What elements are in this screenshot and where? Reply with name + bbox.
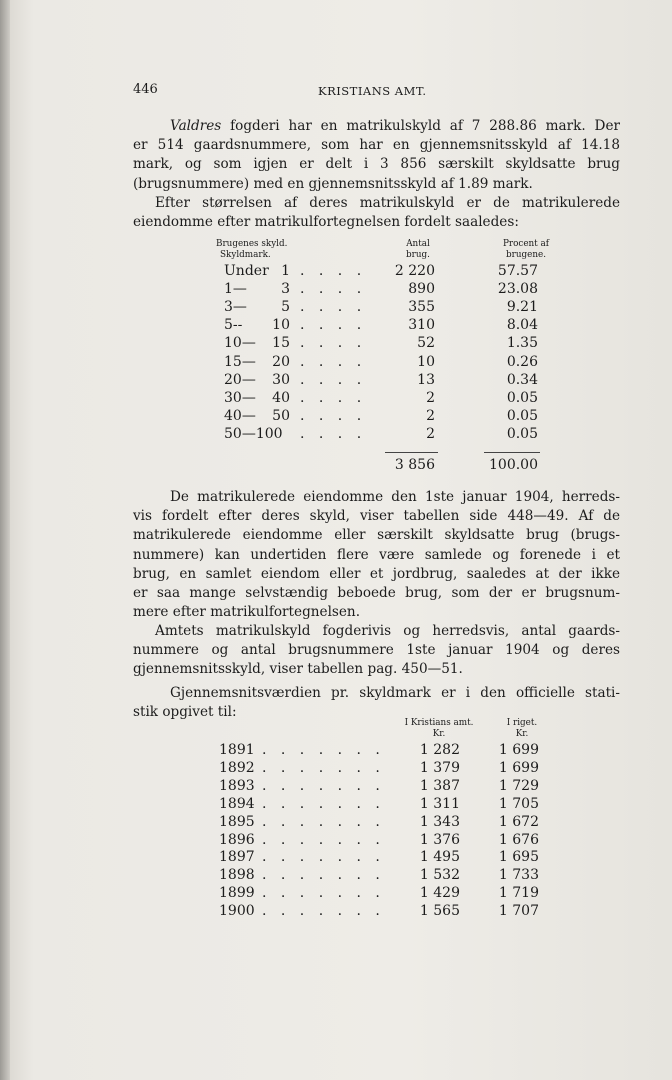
paragraph-line: stik opgivet til: xyxy=(133,704,237,721)
value-amt: 1 379 xyxy=(419,759,460,776)
paragraph-line: gjennemsnitsskyld, viser tabellen pag. 450—51. xyxy=(133,661,463,678)
paragraph-line: Valdres fogderi har en matrikulskyld af 7 288.86 mark. Der xyxy=(170,118,620,134)
skyld-range: 30— 40 xyxy=(224,389,290,406)
year: 1900 xyxy=(219,903,255,920)
leader-dots: . . . . xyxy=(300,281,367,298)
leader-dots: . . . . . . . xyxy=(262,831,385,848)
table1-total-count: 3 856 xyxy=(394,457,435,473)
brug-percent: 0.05 xyxy=(506,407,538,424)
leader-dots: . . . . xyxy=(300,299,367,316)
value-riget: 1 699 xyxy=(498,742,539,758)
year: 1896 xyxy=(219,831,255,848)
value-riget: 1 672 xyxy=(498,813,539,830)
table1-header-col3: Procent af brugene. xyxy=(502,239,550,260)
leader-dots: . . . . . . . xyxy=(262,885,385,902)
value-amt: 1 343 xyxy=(419,813,460,830)
value-riget: 1 719 xyxy=(498,885,539,902)
paragraph-matrikul xyxy=(133,488,620,622)
leader-dots: . . . . . . . xyxy=(262,759,385,776)
brug-percent: 0.26 xyxy=(506,353,538,370)
paragraph-line: De matrikulerede eiendomme den 1ste januar 1904, herreds- xyxy=(170,489,620,505)
paragraph-line: nummere) kan undertiden flere være samlede og forenede i et xyxy=(133,546,620,563)
leader-dots: . . . . xyxy=(300,371,367,388)
paragraph-gjennemsnit xyxy=(133,684,620,722)
skyld-range: 10— 15 xyxy=(224,335,290,352)
value-amt: 1 532 xyxy=(419,867,460,884)
skyld-range: 20— 30 xyxy=(224,371,290,388)
leader-dots: . . . . . . . xyxy=(262,849,385,866)
skyld-range: 15— 20 xyxy=(224,353,290,370)
paragraph-line: mere efter matrikulfortegnelsen. xyxy=(133,604,361,621)
value-amt: 1 282 xyxy=(419,742,460,758)
brug-count: 10 xyxy=(417,353,435,370)
value-amt: 1 429 xyxy=(419,885,460,902)
leader-dots: . . . . . . . xyxy=(262,795,385,812)
paragraph-line: Amtets matrikulskyld fogderivis og herredsvis, antal gaards- xyxy=(155,623,620,639)
leader-dots: . . . . xyxy=(300,263,367,279)
brug-count: 52 xyxy=(417,335,435,352)
italic-lead: Valdres xyxy=(170,118,222,134)
paragraph-line: Efter størrelsen af deres matrikulskyld er de matrikulerede xyxy=(155,194,620,211)
sum-rule xyxy=(484,452,540,453)
brug-percent: 57.57 xyxy=(497,263,538,279)
table2-header-riget: I riget. Kr. xyxy=(506,718,538,739)
leader-dots: . . . . xyxy=(300,425,367,442)
brug-count: 2 220 xyxy=(394,263,435,279)
year: 1899 xyxy=(219,885,255,902)
leader-dots: . . . . . . . xyxy=(262,777,385,794)
leader-dots: . . . . xyxy=(300,389,367,406)
value-riget: 1 733 xyxy=(498,867,539,884)
leader-dots: . . . . . . . xyxy=(262,903,385,920)
brug-count: 355 xyxy=(408,299,435,316)
skyld-range: 1— 3 xyxy=(224,281,290,298)
brug-percent: 0.05 xyxy=(506,389,538,406)
brug-count: 2 xyxy=(426,389,435,406)
brug-percent: 0.34 xyxy=(506,371,538,388)
value-riget: 1 695 xyxy=(498,849,539,866)
leader-dots: . . . . . . . xyxy=(262,867,385,884)
leader-dots: . . . . xyxy=(300,407,367,424)
paragraph-intro xyxy=(133,117,620,232)
leader-dots: . . . . xyxy=(300,353,367,370)
skyld-range: 3— 5 xyxy=(224,299,290,316)
brug-count: 13 xyxy=(417,371,435,388)
year: 1893 xyxy=(219,777,255,794)
year: 1894 xyxy=(219,795,255,812)
paragraph-line: nummere og antal brugsnummere 1ste januar 1904 og deres xyxy=(133,642,620,659)
paragraph-line: mark, og som igjen er delt i 3 856 særskilt skyldsatte brug xyxy=(133,156,620,173)
leader-dots: . . . . . . . xyxy=(262,742,385,758)
value-amt: 1 376 xyxy=(419,831,460,848)
paragraph-line: vis fordelt efter deres skyld, viser tabellen side 448—49. Af de xyxy=(133,508,620,525)
page-number: 446 xyxy=(133,82,158,97)
leader-dots: . . . . . . . xyxy=(262,813,385,830)
book-spine-shadow xyxy=(0,0,10,1080)
table1-header-col2: Antal brug. xyxy=(406,239,430,260)
value-amt: 1 495 xyxy=(419,849,460,866)
year: 1898 xyxy=(219,867,255,884)
paragraph-line: er saa mange selvstændig beboede brug, som der er brugsnum- xyxy=(133,584,620,601)
year: 1891 xyxy=(219,742,255,758)
leader-dots: . . . . xyxy=(300,317,367,334)
sum-rule xyxy=(385,452,438,453)
brug-percent: 0.05 xyxy=(506,425,538,442)
year: 1895 xyxy=(219,813,255,830)
skyld-range: 50—100 xyxy=(224,425,283,442)
skyld-range: 40— 50 xyxy=(224,407,290,424)
value-amt: 1 387 xyxy=(419,777,460,794)
brug-count: 310 xyxy=(408,317,435,334)
table1-total-percent: 100.00 xyxy=(489,457,538,473)
brug-count: 2 xyxy=(426,425,435,442)
value-riget: 1 705 xyxy=(498,795,539,812)
year: 1892 xyxy=(219,759,255,776)
paragraph-line: er 514 gaardsnummere, som har en gjennemsnitsskyld af 14.18 xyxy=(133,137,620,154)
brug-percent: 23.08 xyxy=(497,281,538,298)
table1-header-col1: Brugenes skyld. Skyldmark. xyxy=(216,239,288,260)
brug-percent: 9.21 xyxy=(506,299,538,316)
paragraph-line: eiendomme efter matrikulfortegnelsen fordelt saaledes: xyxy=(133,213,519,230)
leader-dots: . . . . xyxy=(300,335,367,352)
paragraph-amtets xyxy=(133,622,620,680)
value-riget: 1 729 xyxy=(498,777,539,794)
paragraph-line: (brugsnummere) med en gjennemsnitsskyld af 1.89 mark. xyxy=(133,175,533,192)
paragraph-line: Gjennemsnitsværdien pr. skyldmark er i den officielle stati- xyxy=(170,685,620,701)
year: 1897 xyxy=(219,849,255,866)
running-title: KRISTIANS AMT. xyxy=(318,84,427,98)
paragraph-line: matrikulerede eiendomme eller særskilt skyldsatte brug (brugs- xyxy=(133,527,620,544)
paragraph-line: brug, en samlet eiendom eller et jordbrug, saaledes at der ikke xyxy=(133,565,620,582)
brug-count: 2 xyxy=(426,407,435,424)
table2-header-amt: I Kristians amt. Kr. xyxy=(404,718,474,739)
value-riget: 1 699 xyxy=(498,759,539,776)
value-riget: 1 676 xyxy=(498,831,539,848)
value-amt: 1 311 xyxy=(419,795,460,812)
skyld-range: 5-- 10 xyxy=(224,317,290,334)
value-riget: 1 707 xyxy=(498,903,539,920)
brug-percent: 1.35 xyxy=(506,335,538,352)
brug-percent: 8.04 xyxy=(506,317,538,334)
skyld-range: Under 1 xyxy=(224,263,290,279)
value-amt: 1 565 xyxy=(419,903,460,920)
brug-count: 890 xyxy=(408,281,435,298)
